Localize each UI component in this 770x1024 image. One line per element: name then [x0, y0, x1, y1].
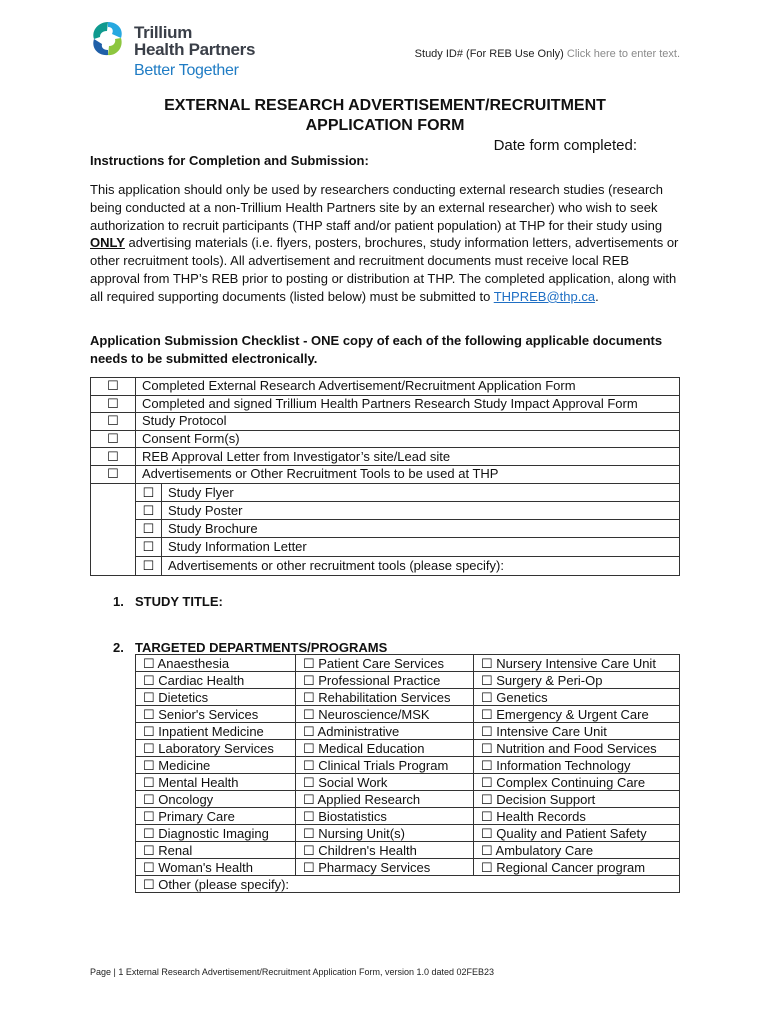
department-option[interactable]: ☐ Rehabilitation Services — [296, 689, 474, 706]
departments-table — [135, 654, 680, 893]
checklist-item-label: Completed External Research Advertisement/Recruitment Application Form — [136, 378, 680, 396]
checklist-row — [91, 448, 680, 466]
subitem-label: Study Brochure — [168, 521, 258, 537]
department-option[interactable]: ☐ Medical Education — [296, 740, 474, 757]
section-number: 1. — [113, 594, 124, 609]
study-title-section — [113, 594, 223, 609]
reb-email-link[interactable]: THPREB@thp.ca — [493, 288, 596, 304]
department-row — [136, 825, 680, 842]
department-option[interactable]: ☐ Quality and Patient Safety — [474, 825, 680, 842]
department-option[interactable]: ☐ Regional Cancer program — [474, 859, 680, 876]
study-id-field — [415, 48, 680, 60]
department-option[interactable]: ☐ Health Records — [474, 808, 680, 825]
checklist-checkbox[interactable]: ☐ — [91, 465, 136, 483]
department-option[interactable]: ☐ Administrative — [296, 723, 474, 740]
department-option[interactable]: ☐ Complex Continuing Care — [474, 774, 680, 791]
department-option[interactable]: ☐ Children's Health — [296, 842, 474, 859]
checklist-item-label: Advertisements or Other Recruitment Tools to be used at THP — [136, 465, 680, 483]
department-option[interactable]: ☐ Biostatistics — [296, 808, 474, 825]
checklist-row — [91, 413, 680, 431]
logo-name-line2: Health Partners — [134, 40, 256, 59]
subitem-label: Study Information Letter — [168, 539, 307, 555]
checklist-subitem — [136, 538, 679, 556]
department-row — [136, 740, 680, 757]
logo-name-line1: Trillium — [134, 23, 193, 42]
logo-tagline: Better Together — [134, 62, 239, 79]
department-option[interactable]: ☐ Social Work — [296, 774, 474, 791]
subitem-checkbox[interactable]: ☐ — [136, 538, 162, 555]
checklist-row — [91, 378, 680, 396]
department-option[interactable]: ☐ Woman's Health — [136, 859, 296, 876]
checklist-heading: Application Submission Checklist - ONE copy of each of the following applicable documents needs to be submitted electronically. — [90, 333, 663, 366]
department-row — [136, 757, 680, 774]
subitem-checkbox[interactable]: ☐ — [136, 484, 162, 501]
department-option[interactable]: ☐ Anaesthesia — [136, 655, 296, 672]
department-option[interactable]: ☐ Ambulatory Care — [474, 842, 680, 859]
subitem-checkbox[interactable]: ☐ — [136, 557, 162, 575]
department-option[interactable]: ☐ Intensive Care Unit — [474, 723, 680, 740]
instructions-text-1: This application should only be used by researchers conducting external research studies (research being conducted at a non-Trillium Health Partners site by an external researcher) who wish to seek authorization to recruit participants (THP staff and/or patient population) at THP for their study using — [90, 182, 664, 233]
department-option[interactable]: ☐ Professional Practice — [296, 672, 474, 689]
subitem-checkbox[interactable]: ☐ — [136, 520, 162, 537]
department-option[interactable]: ☐ Laboratory Services — [136, 740, 296, 757]
instructions-end: . — [595, 288, 599, 304]
department-option[interactable]: ☐ Emergency & Urgent Care — [474, 706, 680, 723]
checklist-item-label: REB Approval Letter from Investigator’s site/Lead site — [136, 448, 680, 466]
checklist-empty-cell — [91, 483, 136, 575]
checklist-subitems-row — [91, 483, 680, 575]
department-option[interactable]: ☐ Diagnostic Imaging — [136, 825, 296, 842]
title-line2: APPLICATION FORM — [305, 117, 465, 134]
checklist-row — [91, 395, 680, 413]
department-option[interactable]: ☐ Decision Support — [474, 791, 680, 808]
checklist-subitem — [136, 520, 679, 538]
department-option[interactable]: ☐ Nursery Intensive Care Unit — [474, 655, 680, 672]
department-option[interactable]: ☐ Nursing Unit(s) — [296, 825, 474, 842]
department-option[interactable]: ☐ Neuroscience/MSK — [296, 706, 474, 723]
department-row — [136, 791, 680, 808]
department-row — [136, 655, 680, 672]
department-other-option[interactable]: ☐ Other (please specify): — [136, 876, 680, 893]
checklist-checkbox[interactable]: ☐ — [91, 395, 136, 413]
section-label: TARGETED DEPARTMENTS/PROGRAMS — [135, 640, 388, 655]
department-option[interactable]: ☐ Pharmacy Services — [296, 859, 474, 876]
checklist-subitem — [136, 502, 679, 520]
thp-logo — [88, 20, 258, 82]
department-option[interactable]: ☐ Surgery & Peri-Op — [474, 672, 680, 689]
section-label: STUDY TITLE: — [135, 594, 223, 609]
checklist-checkbox[interactable]: ☐ — [91, 413, 136, 431]
checklist-subitem — [136, 484, 679, 502]
date-completed-label[interactable]: Date form completed: — [493, 137, 637, 154]
checklist-checkbox[interactable]: ☐ — [91, 430, 136, 448]
subitem-label: Advertisements or other recruitment tools (please specify): — [168, 557, 504, 573]
page-footer: Page | 1 External Research Advertisement/Recruitment Application Form, version 1.0 dated 02FEB23 — [90, 967, 495, 977]
department-row — [136, 689, 680, 706]
checklist-subitems — [136, 483, 680, 575]
department-row — [136, 706, 680, 723]
instructions-only: ONLY — [90, 235, 125, 251]
department-option[interactable]: ☐ Nutrition and Food Services — [474, 740, 680, 757]
department-option[interactable]: ☐ Renal — [136, 842, 296, 859]
department-option[interactable]: ☐ Mental Health — [136, 774, 296, 791]
subitem-label: Study Poster — [168, 502, 243, 518]
department-option[interactable]: ☐ Clinical Trials Program — [296, 757, 474, 774]
subitem-label: Study Flyer — [168, 484, 234, 500]
instructions-heading: Instructions for Completion and Submission: — [90, 153, 369, 168]
department-row-other — [136, 876, 680, 893]
department-option[interactable]: ☐ Cardiac Health — [136, 672, 296, 689]
study-id-input[interactable]: Click here to enter text. — [566, 48, 680, 60]
instructions-text-2: advertising materials (i.e. flyers, posters, brochures, study information letters, advertisements or other recruitment tools). All advertisement and recruitment documents must receive local REB approval from THP’s REB prior to posting or distribution at THP. The completed application, along with all required supporting documents (listed below) must be submitted to — [90, 235, 679, 304]
department-row — [136, 672, 680, 689]
checklist-item-label: Consent Form(s) — [136, 430, 680, 448]
departments-body — [136, 655, 680, 893]
instructions-paragraph — [90, 181, 682, 306]
page-title — [90, 96, 680, 136]
department-option[interactable]: ☐ Inpatient Medicine — [136, 723, 296, 740]
targeted-departments-section — [113, 640, 387, 655]
checklist-table — [90, 377, 680, 576]
department-option[interactable]: ☐ Patient Care Services — [296, 655, 474, 672]
study-id-label: Study ID# (For REB Use Only) — [414, 48, 564, 60]
title-line1: EXTERNAL RESEARCH ADVERTISEMENT/RECRUITMENT — [164, 97, 606, 114]
checklist-item-label: Study Protocol — [136, 413, 680, 431]
department-row — [136, 859, 680, 876]
department-row — [136, 774, 680, 791]
checklist-checkbox[interactable]: ☐ — [91, 448, 136, 466]
checklist-item-label: Completed and signed Trillium Health Partners Research Study Impact Approval Form — [136, 395, 680, 413]
trillium-logo-icon — [88, 20, 128, 60]
department-option[interactable]: ☐ Applied Research — [296, 791, 474, 808]
department-row — [136, 723, 680, 740]
checklist-row — [91, 430, 680, 448]
checklist-row — [91, 465, 680, 483]
section-number: 2. — [113, 640, 124, 655]
department-option[interactable]: ☐ Senior's Services — [136, 706, 296, 723]
department-option[interactable]: ☐ Dietetics — [136, 689, 296, 706]
department-option[interactable]: ☐ Primary Care — [136, 808, 296, 825]
department-row — [136, 808, 680, 825]
checklist-subitem — [136, 557, 679, 575]
department-option[interactable]: ☐ Medicine — [136, 757, 296, 774]
checklist-checkbox[interactable]: ☐ — [91, 378, 136, 396]
department-option[interactable]: ☐ Oncology — [136, 791, 296, 808]
department-option[interactable]: ☐ Information Technology — [474, 757, 680, 774]
subitem-checkbox[interactable]: ☐ — [136, 502, 162, 519]
department-option[interactable]: ☐ Genetics — [474, 689, 680, 706]
department-row — [136, 842, 680, 859]
